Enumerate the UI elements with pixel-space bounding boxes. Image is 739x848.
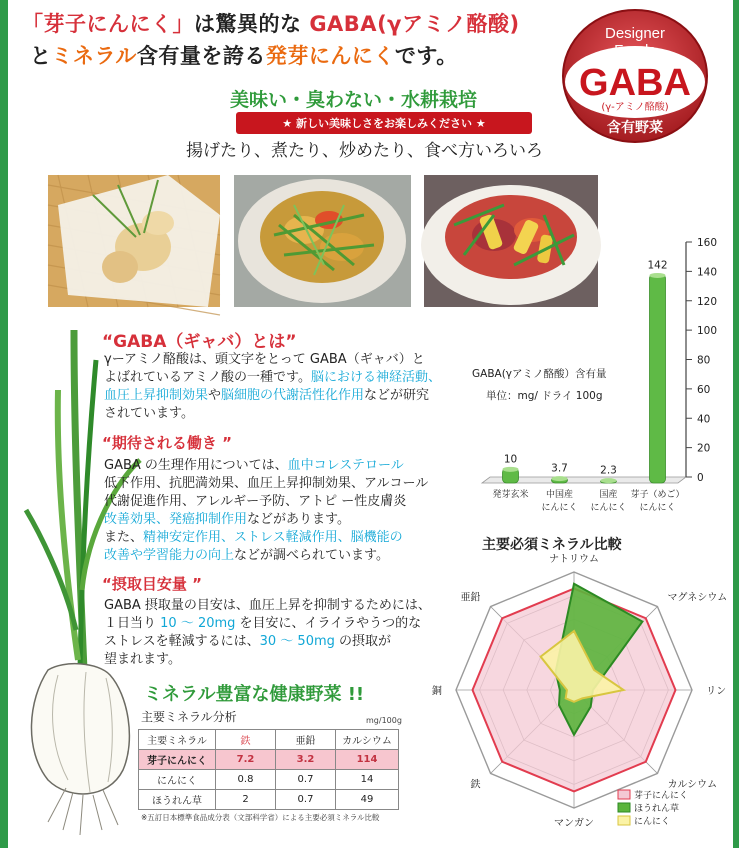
table-row (139, 750, 399, 770)
headline-text: 含有量を誇る (136, 44, 266, 68)
table-cell: 3.2 (276, 750, 336, 770)
mineral-headline: ミネラル豊富な健康野菜 !! (144, 684, 365, 705)
expect-line-3: 代謝促進作用、アレルギー予防、アトピ ー性皮膚炎 (104, 494, 407, 509)
table-cell: 49 (336, 790, 399, 810)
intake-line-2 (104, 615, 421, 634)
expect-section-title: “期待される働き ” (102, 434, 232, 452)
radar-axis-label: 銅 (431, 686, 442, 697)
bar-y-tick-label: 80 (697, 354, 711, 367)
gaba-highlight: 脳細胞の代謝活性化作用 (221, 388, 365, 403)
gaba-text: よばれているアミノ酸の一種です。 (104, 370, 311, 385)
table-footnote: ※五訂日本標準食品成分表（文部科学省）による主要必須ミネラル比較 (141, 813, 380, 822)
intake-text: ストレスを軽減するには、 (104, 634, 260, 649)
expect-line-4 (104, 511, 350, 530)
table-header-cell: カルシウム (336, 730, 399, 750)
bar-chart-title: GABA(γアミノ酪酸）含有量 (472, 368, 607, 380)
intake-line-1: GABA 摂取量の目安は、血圧上昇を抑制するためには、 (104, 598, 431, 613)
intake-text: の摂取が (334, 634, 392, 649)
intake-text: を目安に、イライラやうつ的な (235, 616, 422, 631)
table-cell: 芽子にんにく (139, 750, 216, 770)
gaba-highlight: 血圧上昇抑制効果 (104, 388, 209, 403)
radar-axis-label: 亜鉛 (460, 592, 481, 604)
bar-category-label: にんにく (541, 503, 578, 513)
bar-category-label: にんにく (639, 503, 676, 513)
gaba-line-2 (104, 369, 441, 388)
intake-section-title: “摂取目安量 ” (102, 575, 202, 593)
headline-text: は驚異的な (194, 12, 302, 36)
bar-chart-unit: 単位：mg/ ドライ 100g (486, 390, 603, 402)
expect-text: また、 (104, 530, 144, 545)
badge-gaba: GABA (579, 62, 691, 104)
radar-chart-title: 主要必須ミネラル比較 (482, 537, 622, 553)
radar-axis-label: ナトリウム (549, 553, 599, 565)
table-row (139, 770, 399, 790)
bar-y-tick-label: 100 (697, 325, 718, 338)
bar-value-label: 142 (647, 259, 668, 272)
bar-category-label: にんにく (590, 503, 627, 513)
radar-legend-swatch (618, 816, 630, 825)
serving-line: 揚げたり、煮たり、炒めたり、食べ方いろいろ (186, 141, 543, 161)
mineral-table-unit: mg/100g (366, 716, 402, 725)
expect-text: などがあります。 (247, 512, 350, 527)
designer-foods-badge (560, 6, 710, 146)
ribbon-banner: ★ 新しい美味しさをお楽しみください ★ (236, 112, 532, 134)
radar-axis-label: カルシウム (667, 779, 718, 791)
intake-text: １日当り (104, 616, 161, 631)
table-header-row (139, 730, 399, 750)
headline-gaba: GABA (309, 12, 378, 36)
headline-mineral: ミネラル (51, 44, 137, 68)
headline-product: 「芽子にんにく」 (22, 12, 194, 36)
expect-highlight: 血中コレステロール (287, 458, 404, 473)
table-cell: にんにく (139, 770, 216, 790)
table-cell: 2 (216, 790, 276, 810)
headline-sprout-garlic: 発芽にんにく (265, 44, 395, 68)
expect-text: などが調べられています。 (234, 548, 389, 563)
gaba-section-title: “GABA（ギャバ）とは” (102, 332, 297, 352)
expect-highlight: 改善や学習能力の向上 (104, 548, 235, 563)
expect-highlight: 精神安定作用、ストレス軽減作用、脳機能の (143, 530, 403, 545)
slogan: 美味い・臭わない・水耕栽培 (230, 89, 478, 111)
radar-legend-label: 芽子にんにく (634, 791, 689, 801)
bar-y-tick-label: 40 (697, 413, 711, 426)
expect-line-6 (104, 547, 389, 566)
table-cell: 114 (336, 750, 399, 770)
gaba-line-3 (104, 387, 429, 406)
radar-axis-label: マンガン (554, 818, 594, 830)
headline-text: です。 (394, 44, 458, 68)
expect-line-2: 低下作用、抗肥満効果、血圧上昇抑制効果、アルコール (104, 476, 429, 491)
radar-legend-swatch (618, 803, 630, 812)
table-header-cell: 鉄 (216, 730, 276, 750)
radar-axis-label: 鉄 (470, 779, 481, 791)
radar-legend (618, 789, 688, 827)
badge-top: Designer (604, 25, 666, 42)
bar-category-label: 中国産 (545, 490, 574, 500)
intake-line-3 (104, 633, 391, 652)
table-cell: ほうれん草 (139, 790, 216, 810)
table-row (139, 790, 399, 810)
right-green-border (733, 0, 739, 848)
bar-y-tick-label: 20 (697, 442, 711, 455)
badge-sub: (γ-アミノ酪酸) (601, 102, 669, 113)
radar-legend-swatch (618, 790, 630, 799)
gaba-text: や (208, 388, 222, 403)
bar-value-label: 10 (503, 453, 518, 466)
bar-cap (650, 273, 666, 278)
radar-axis-label: マグネシウム (667, 592, 728, 604)
headline-text: と (30, 44, 52, 68)
table-cell: 0.7 (276, 790, 336, 810)
bar-chart-grid (686, 242, 692, 477)
gaba-text: などが研究 (364, 388, 430, 403)
headline-line-1 (22, 8, 520, 38)
mineral-table-title: 主要ミネラル分析 (141, 710, 237, 724)
bar-y-tick-label: 140 (697, 266, 718, 279)
table-header-cell: 亜鉛 (276, 730, 336, 750)
bar-value-label: 3.7 (551, 462, 568, 475)
table-cell: 14 (336, 770, 399, 790)
bar-cap (601, 478, 617, 483)
bar-category-label: 発芽玄米 (492, 490, 529, 500)
headline-gaba-sub: (γアミノ酪酸) (377, 12, 520, 36)
headline-line-2 (30, 40, 458, 70)
bar-y-tick-label: 120 (697, 295, 718, 308)
mineral-radar-chart (426, 552, 728, 842)
intake-highlight: 10 ～ 20mg (160, 616, 236, 631)
bar-y-tick-label: 60 (697, 383, 711, 396)
gaba-line-4: されています。 (104, 406, 194, 421)
badge-mid: Foods (614, 42, 656, 59)
table-cell: 0.8 (216, 770, 276, 790)
bar-cap (552, 476, 568, 481)
gaba-bar-chart (464, 236, 718, 521)
bar-value-label: 2.3 (600, 464, 617, 477)
bar-y-tick-label: 0 (697, 472, 704, 484)
intake-line-4: 望まれます。 (104, 652, 181, 667)
gaba-highlight: 脳における神経活動、 (310, 370, 441, 385)
gaba-line-1: γーアミノ酪酸は、頭文字をとって GABA（ギャバ）と (104, 352, 425, 367)
radar-legend-label: にんにく (634, 817, 671, 827)
intake-highlight: 30 ～ 50mg (259, 634, 335, 649)
bar-cap (503, 467, 519, 472)
bar (650, 274, 666, 483)
table-header-cell: 主要ミネラル (139, 730, 216, 750)
expect-text: GABA の生理作用については、 (104, 458, 288, 473)
bar-category-label: 国産 (599, 490, 618, 500)
badge-bottom: 含有野菜 (607, 120, 663, 136)
bar-y-tick-label: 160 (697, 237, 718, 249)
table-cell: 0.7 (276, 770, 336, 790)
expect-line-5 (104, 529, 403, 548)
left-green-border (0, 0, 8, 848)
expect-line-1 (104, 457, 404, 476)
mineral-table (138, 729, 399, 810)
expect-highlight: 改善効果、発癌抑制作用 (104, 512, 248, 527)
table-cell: 7.2 (216, 750, 276, 770)
tempura-photo (48, 175, 220, 307)
radar-legend-label: ほうれん草 (634, 804, 680, 814)
stirfry-photo (234, 175, 411, 307)
radar-axis-label: リン (706, 686, 727, 697)
bar-category-label: 芽子（めご） (630, 490, 685, 500)
